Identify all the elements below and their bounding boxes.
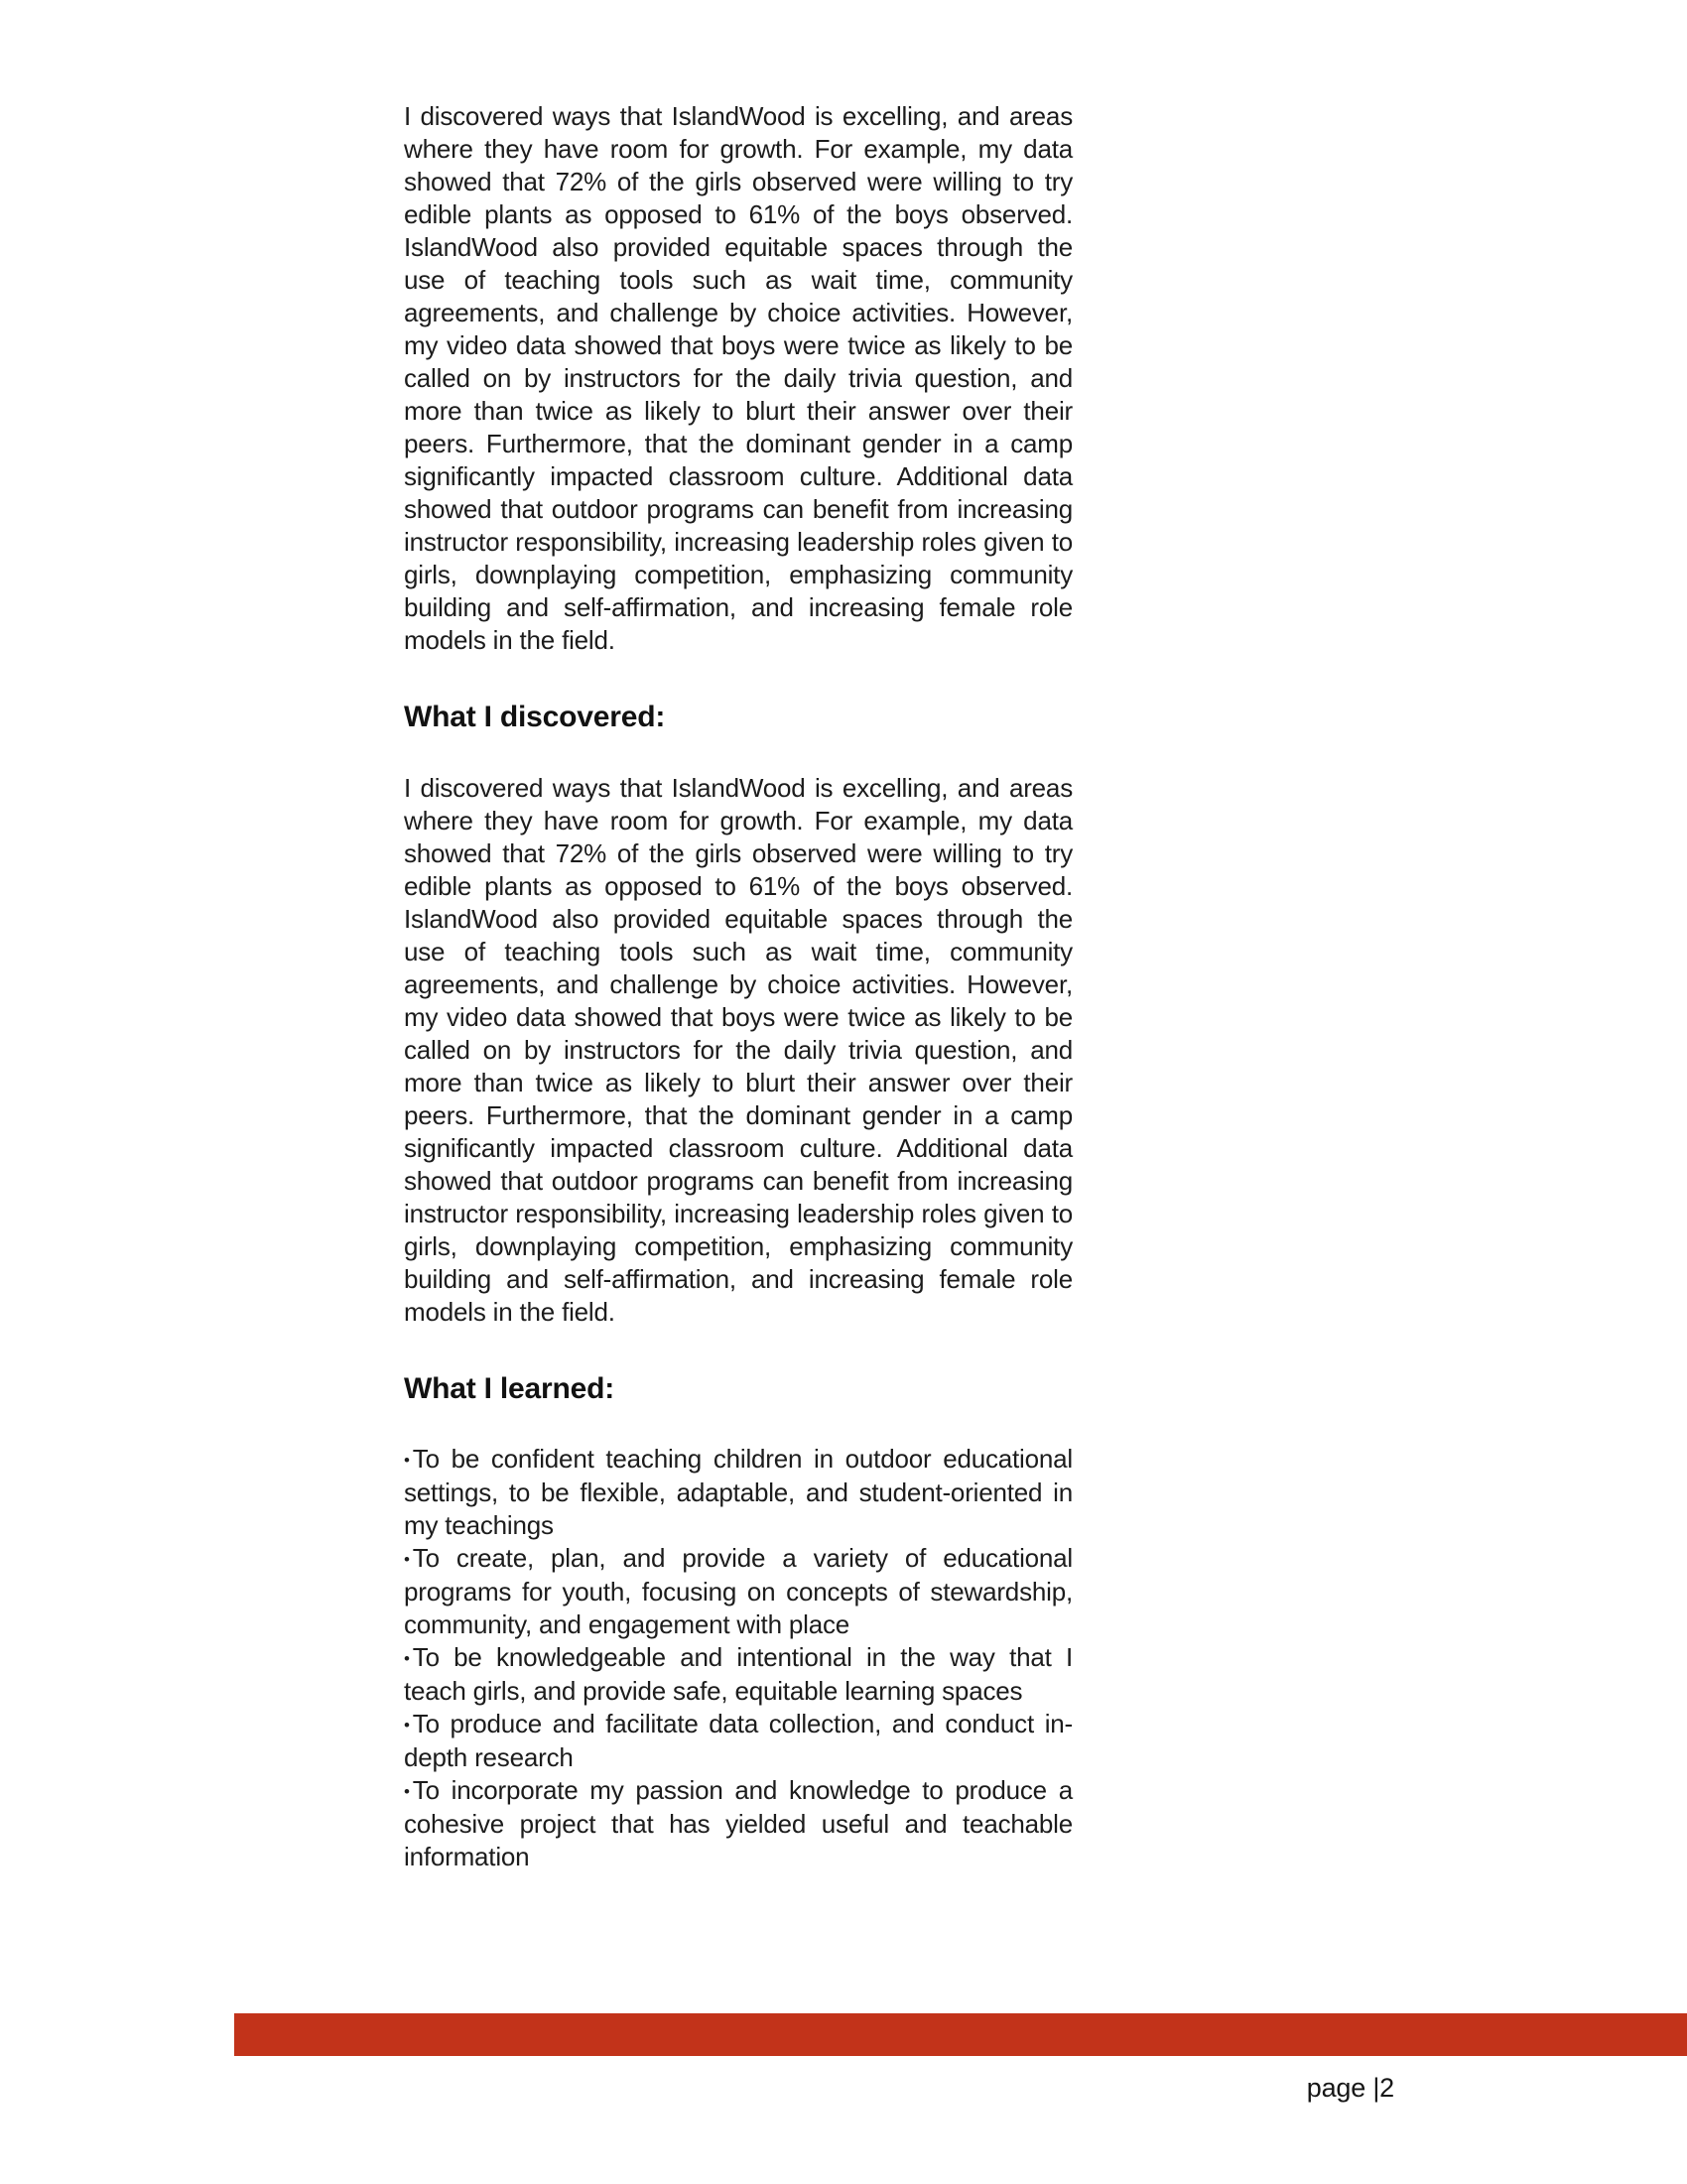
discovered-paragraph: I discovered ways that IslandWood is excelling, and areas where they have room for growth. For example, my data showed that 72% of the girls observed were willing to try edible plants as opposed to 61% of the boys observed. IslandWood also provided equitable spaces through the use of teaching tools such as wait time, community agreements, and challenge by choice activities. However, my video data showed that boys were twice as likely to be called on by instructors for the daily trivia question, and more than twice as likely to blurt their answer over their peers. Furthermore, that the dominant gender in a camp significantly impacted classroom culture. Additional data showed that outdoor programs can benefit from increasing instructor responsibility, increasing leadership roles given to girls, downplaying competition, emphasizing community building and self-affirmation, and increasing female role models in the field. xyxy=(404,773,1073,1327)
discovered-heading: What I discovered: xyxy=(404,701,666,733)
learned-heading: What I learned: xyxy=(404,1372,615,1405)
bullet-icon: • xyxy=(404,1649,410,1668)
list-item-text: To produce and facilitate data collection, and conduct in-depth research xyxy=(404,1709,1073,1772)
list-item-text: To incorporate my passion and knowledge to produce a cohesive project that has yielded useful and teachable information xyxy=(404,1775,1073,1871)
text-column xyxy=(404,0,1073,2184)
learned-list xyxy=(404,1443,1073,1873)
bullet-icon: • xyxy=(404,1782,410,1801)
list-item xyxy=(404,1641,1073,1708)
list-item xyxy=(404,1774,1073,1873)
list-item xyxy=(404,1708,1073,1774)
intro-paragraph: I discovered ways that IslandWood is excelling, and areas where they have room for growth. For example, my data showed that 72% of the girls observed were willing to try edible plants as opposed to 61% of the boys observed. IslandWood also provided equitable spaces through the use of teaching tools such as wait time, community agreements, and challenge by choice activities. However, my video data showed that boys were twice as likely to be called on by instructors for the daily trivia question, and more than twice as likely to blurt their answer over their peers. Furthermore, that the dominant gender in a camp significantly impacted classroom culture. Additional data showed that outdoor programs can benefit from increasing instructor responsibility, increasing leadership roles given to girls, downplaying competition, emphasizing community building and self-affirmation, and increasing female role models in the field. xyxy=(404,101,1073,655)
page-number: page |2 xyxy=(1306,2073,1394,2103)
bullet-icon: • xyxy=(404,1550,410,1569)
list-item xyxy=(404,1443,1073,1542)
bullet-icon: • xyxy=(404,1716,410,1734)
bullet-icon: • xyxy=(404,1451,410,1470)
list-item-text: To create, plan, and provide a variety of educational programs for youth, focusing on concepts of stewardship, community, and engagement with place xyxy=(404,1543,1073,1639)
list-item-text: To be knowledgeable and intentional in the way that I teach girls, and provide safe, equitable learning spaces xyxy=(404,1642,1073,1706)
footer-accent-bar xyxy=(234,2013,1687,2056)
list-item xyxy=(404,1542,1073,1641)
list-item-text: To be confident teaching children in outdoor educational settings, to be flexible, adaptable, and student-oriented in my teachings xyxy=(404,1444,1073,1540)
